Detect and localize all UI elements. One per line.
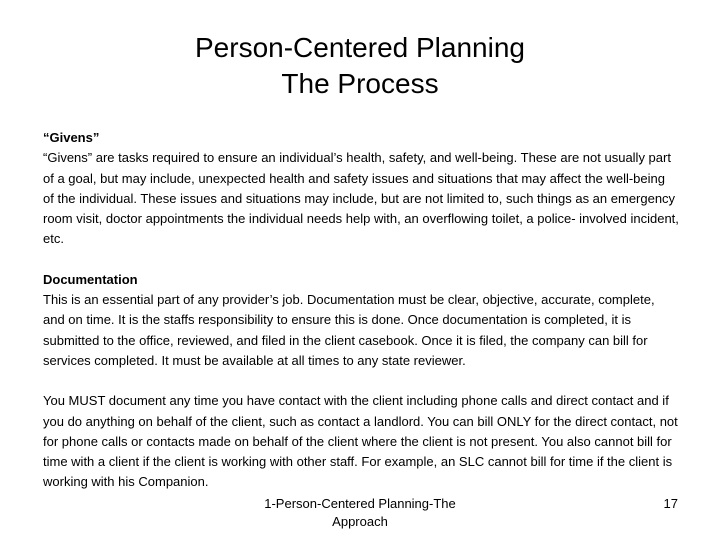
footer-title: 1-Person-Centered Planning-The Approach: [264, 496, 456, 529]
slide-title: [0, 30, 720, 102]
contact-billing-text: You MUST document any time you have contact with the client including phone calls and direct contact and if you do anything on behalf of the client, such as contact a landlord. You can bill ONLY for the direct contact, not for phone calls or contacts made on behalf of the client where the client is not present. You also cannot bill for time with a client if the client is working with other staff. For example, an SLC cannot bill for time if the client is working with his Companion.: [43, 393, 678, 490]
title-line-1: Person-Centered Planning: [195, 32, 525, 63]
paragraph-spacer: [43, 250, 679, 270]
paragraph-spacer: [43, 371, 679, 391]
documentation-heading: Documentation: [43, 271, 138, 287]
givens-text: “Givens” are tasks required to ensure an individual’s health, safety, and well-being. These are not usually part of a goal, but may include, unexpected health and safety issues and situations that may affect the well-being of the individual. These issues and situations may include, but are not limited to, such things as an emergency room visit, doctor appointments the individual needs help with, an overflowing toilet, a police- involved incident, etc.: [43, 150, 679, 247]
givens-heading: “Givens”: [43, 130, 100, 145]
page-number: 17: [663, 496, 678, 511]
documentation-text: This is an essential part of any provider’s job. Documentation must be clear, objective, accurate, complete, and on time. It is the staffs responsibility to ensure this is done. Once documentation is completed, it is submitted to the office, reviewed, and filed in the client casebook. Once it is filed, the company can bill for services completed. It must be available at all times to any state reviewer.: [43, 292, 655, 368]
slide-body: [43, 128, 679, 493]
title-line-2: The Process: [281, 68, 439, 99]
